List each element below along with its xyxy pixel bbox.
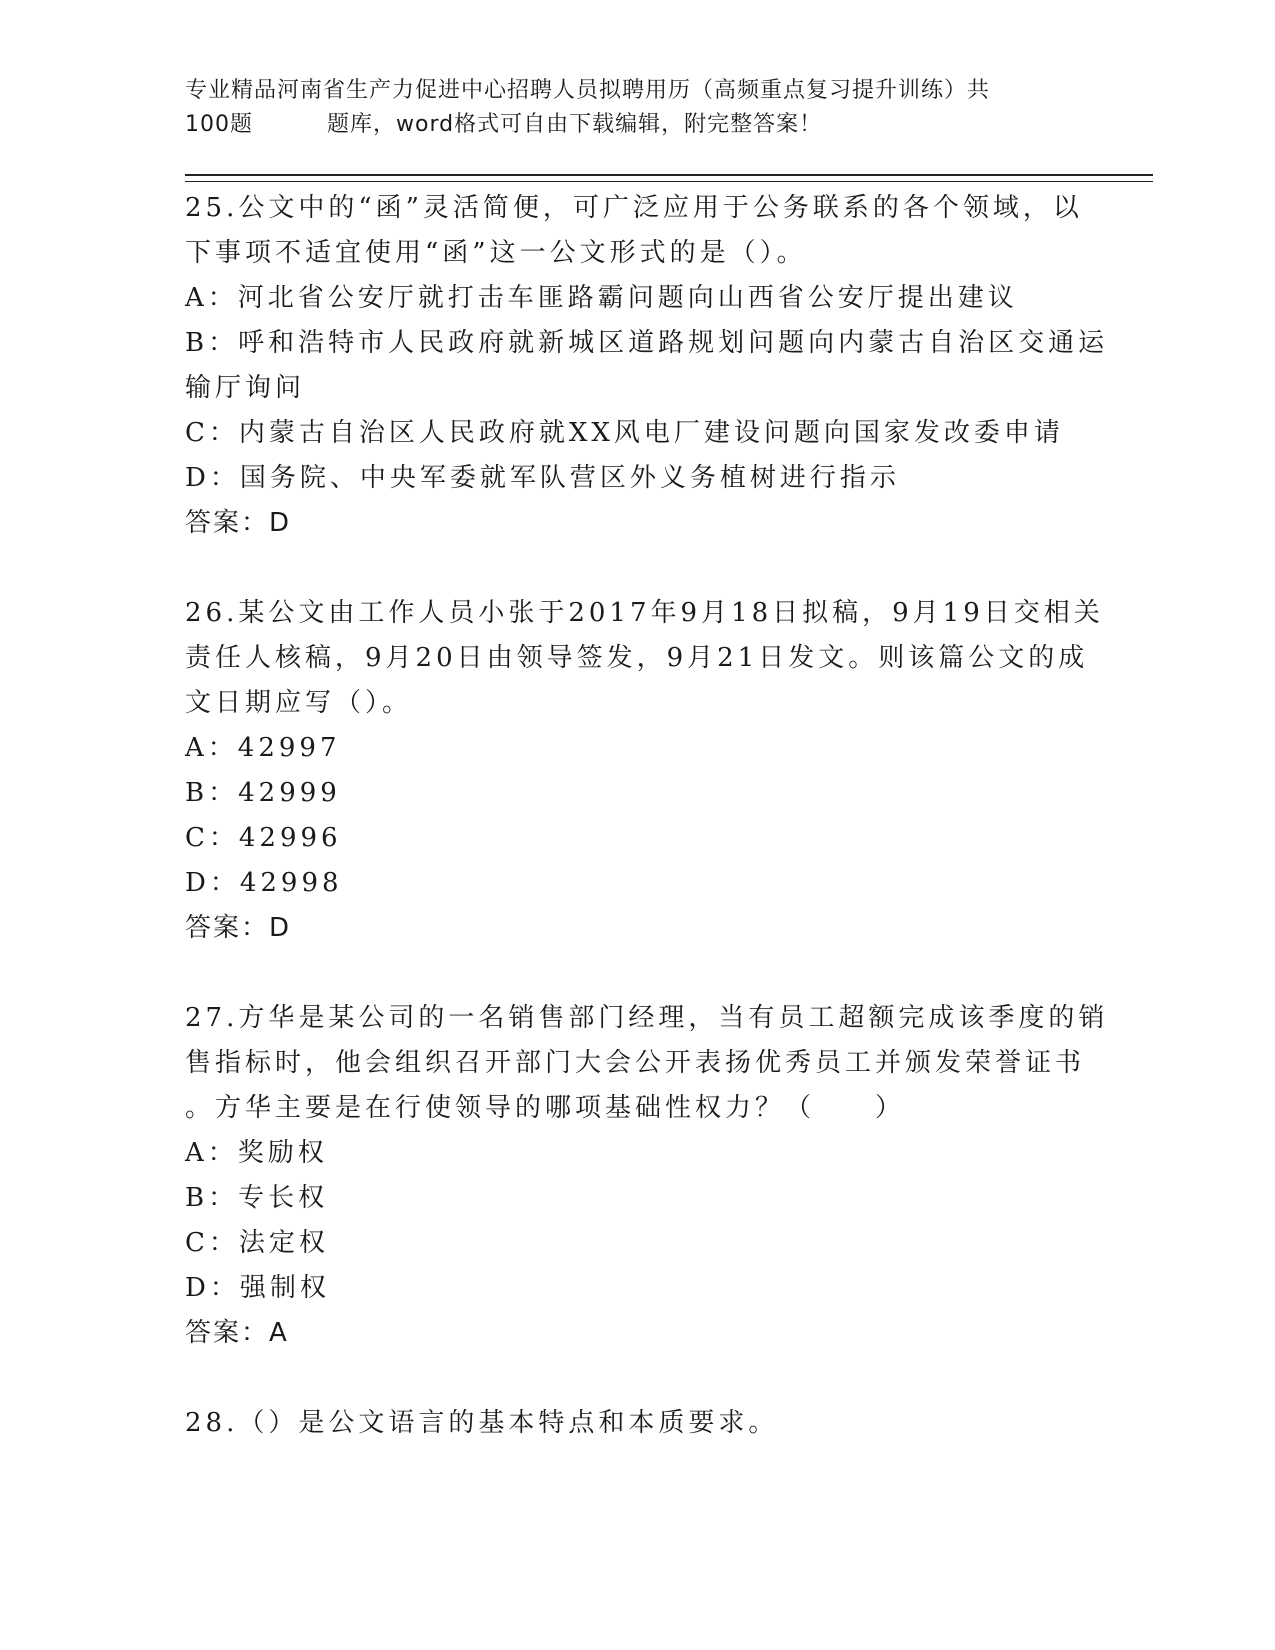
answer-key: 答案：A bbox=[185, 1318, 289, 1348]
question-block bbox=[185, 1401, 1085, 1446]
question-text: 28.（）是公文语言的基本特点和本质要求。 bbox=[185, 1408, 779, 1438]
answer-option: A：42997 bbox=[185, 733, 341, 763]
answer-key: 答案：D bbox=[185, 508, 292, 538]
question-text: 25.公文中的“函”灵活简便，可广泛应用于公务联系的各个领域，以 bbox=[185, 193, 1083, 223]
answer-option: C：内蒙古自治区人民政府就XX风电厂建设问题向国家发改委申请 bbox=[185, 418, 1064, 448]
question-text: 文日期应写（）。 bbox=[185, 688, 413, 718]
question-list bbox=[185, 186, 1109, 1446]
answer-option: A：河北省公安厅就打击车匪路霸问题向山西省公安厅提出建议 bbox=[185, 283, 1018, 313]
question-count: 100题 bbox=[185, 112, 253, 137]
answer-option: D：42998 bbox=[185, 868, 343, 898]
header-line-2 bbox=[185, 108, 1075, 142]
answer-option: D：国务院、中央军委就军队营区外义务植树进行指示 bbox=[185, 463, 900, 493]
question-text: 。方华主要是在行使领导的哪项基础性权力？（ ） bbox=[185, 1093, 906, 1123]
question-block bbox=[185, 186, 1109, 591]
answer-option: B：42999 bbox=[185, 778, 341, 808]
answer-option: D：强制权 bbox=[185, 1273, 330, 1303]
question-text: 27.方华是某公司的一名销售部门经理，当有员工超额完成该季度的销 bbox=[185, 1003, 1109, 1033]
question-block bbox=[185, 996, 1109, 1401]
question-text: 下事项不适宜使用“函”这一公文形式的是（）。 bbox=[185, 238, 807, 268]
answer-option: B：呼和浩特市人民政府就新城区道路规划问题向内蒙古自治区交通运 bbox=[185, 328, 1109, 358]
answer-option: C：法定权 bbox=[185, 1228, 329, 1258]
question-text: 26.某公文由工作人员小张于2017年9月18日拟稿，9月19日交相关 bbox=[185, 598, 1104, 628]
question-text: 售指标时，他会组织召开部门大会公开表扬优秀员工并颁发荣誉证书 bbox=[185, 1048, 1086, 1078]
question-spacer bbox=[185, 1356, 1085, 1401]
question-spacer bbox=[185, 951, 1085, 996]
answer-option: A：奖励权 bbox=[185, 1138, 328, 1168]
answer-key: 答案：D bbox=[185, 913, 292, 943]
answer-option: B：专长权 bbox=[185, 1183, 329, 1213]
answer-option: 输厅询问 bbox=[185, 373, 306, 403]
question-text: 责任人核稿，9月20日由领导签发，9月21日发文。则该篇公文的成 bbox=[185, 643, 1089, 673]
answer-option: C：42996 bbox=[185, 823, 342, 853]
document-header bbox=[185, 74, 1075, 142]
header-line-1: 专业精品河南省生产力促进中心招聘人员拟聘用历（高频重点复习提升训练）共 bbox=[185, 78, 991, 103]
question-spacer bbox=[185, 546, 1085, 591]
question-block bbox=[185, 591, 1104, 996]
header-divider-thick bbox=[185, 174, 1153, 176]
header-divider-thin bbox=[185, 181, 1153, 182]
header-line-2-text: 题库，word格式可自由下载编辑，附完整答案！ bbox=[327, 112, 823, 137]
